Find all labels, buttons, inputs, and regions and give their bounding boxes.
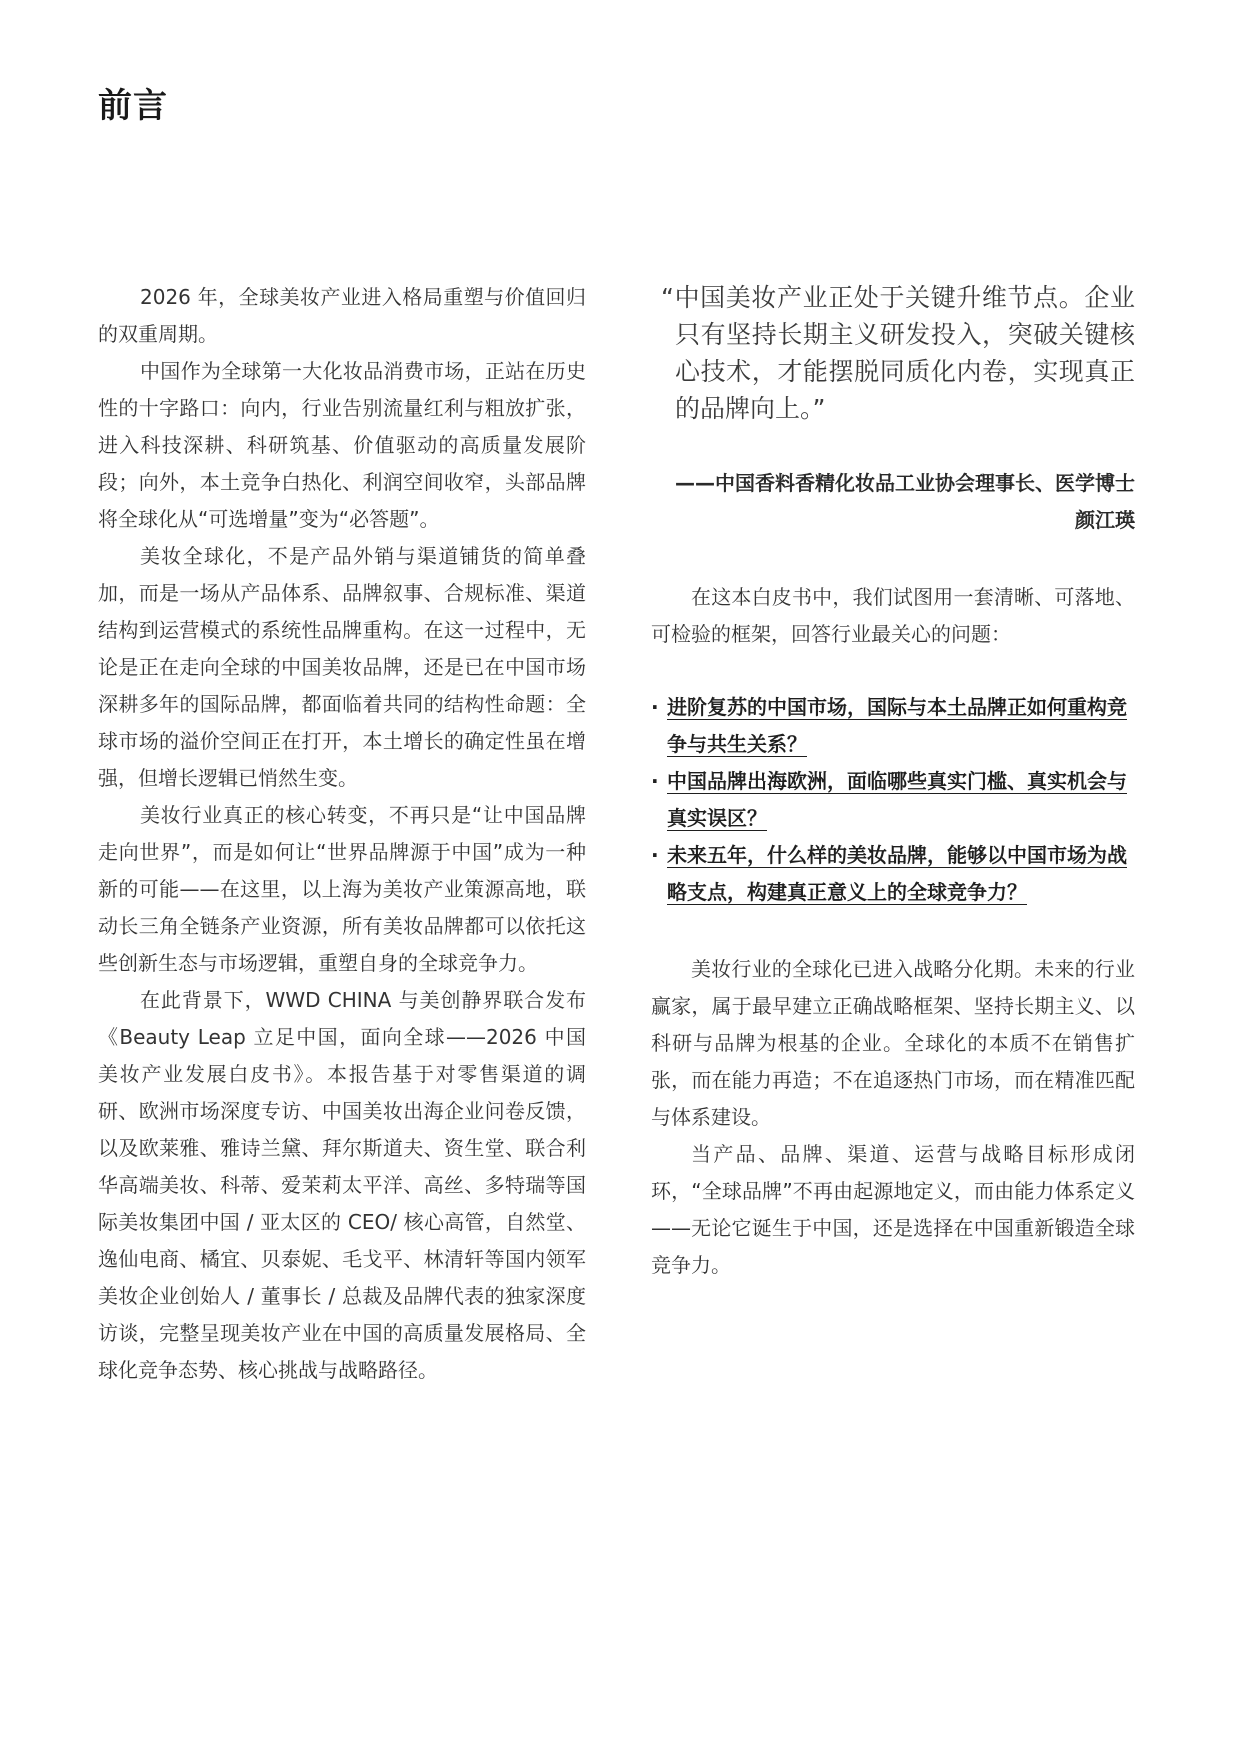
closing-section	[651, 951, 1135, 1284]
body-paragraph: 在此背景下，WWD CHINA 与美创静界联合发布《Beauty Leap 立足中国，面向全球——2026 中国美妆产业发展白皮书》。本报告基于对零售渠道的调研、欧洲市场深度专访、中国美妆出海企业问卷反馈，以及欧莱雅、雅诗兰黛、拜尔斯道夫、资生堂、联合利华高端美妆、科蒂、爱茉莉太平洋、高丝、多特瑞等国际美妆集团中国 / 亚太区的 CEO/ 核心高管，自然堂、逸仙电商、橘宜、贝泰妮、毛戈平、林清轩等国内领军美妆企业创始人 / 董事长 / 总裁及品牌代表的独家深度访谈，完整呈现美妆产业在中国的高质量发展格局、全球化竞争态势、核心挑战与战略路径。	[98, 988, 586, 1382]
page-title: 前言	[98, 86, 168, 126]
question-text: 中国品牌出海欧洲，面临哪些真实门槛、真实机会与真实误区？	[667, 769, 1127, 830]
body-paragraph: 美妆全球化，不是产品外销与渠道铺货的简单叠加，而是一场从产品体系、品牌叙事、合规标准、渠道结构到运营模式的系统性品牌重构。在这一过程中，无论是正在走向全球的中国美妆品牌，还是已在中国市场深耕多年的国际品牌，都面临着共同的结构性命题：全球市场的溢价空间正在打开，本土增长的确定性虽在增强，但增长逻辑已悄然生变。	[98, 544, 586, 790]
left-column	[98, 279, 586, 1389]
intro-paragraph: 在这本白皮书中，我们试图用一套清晰、可落地、可检验的框架，回答行业最关心的问题：	[651, 585, 1135, 646]
list-item	[651, 763, 1135, 837]
list-item	[651, 837, 1135, 911]
bullet-icon: ·	[651, 769, 659, 793]
body-paragraph: 美妆行业真正的核心转变，不再只是“让中国品牌走向世界”，而是如何让“世界品牌源于中国”成为一种新的可能——在这里，以上海为美妆产业策源高地，联动长三角全链条产业资源，所有美妆品牌都可以依托这些创新生态与市场逻辑，重塑自身的全球竞争力。	[98, 803, 586, 975]
list-item	[651, 689, 1135, 763]
question-text: 未来五年，什么样的美妆品牌，能够以中国市场为战略支点，构建真正意义上的全球竞争力？	[667, 843, 1127, 904]
body-paragraph: 当产品、品牌、渠道、运营与战略目标形成闭环，“全球品牌”不再由起源地定义，而由能力体系定义——无论它诞生于中国，还是选择在中国重新锻造全球竞争力。	[651, 1142, 1135, 1277]
bullet-icon: ·	[651, 695, 659, 719]
bullet-icon: ·	[651, 843, 659, 867]
question-list	[651, 689, 1135, 911]
question-text: 进阶复苏的中国市场，国际与本土品牌正如何重构竞争与共生关系？	[667, 695, 1127, 756]
attribution-title: ——中国香料香精化妆品工业协会理事长、医学博士	[675, 471, 1135, 495]
body-paragraph: 美妆行业的全球化已进入战略分化期。未来的行业赢家，属于最早建立正确战略框架、坚持长期主义、以科研与品牌为根基的企业。全球化的本质不在销售扩张，而在能力再造；不在追逐热门市场，而在精准匹配与体系建设。	[651, 957, 1135, 1129]
body-paragraph: 2026 年，全球美妆产业进入格局重塑与价值回归的双重周期。	[98, 285, 586, 346]
pull-quote: “中国美妆产业正处于关键升维节点。企业只有坚持长期主义研发投入，突破关键核心技术，才能摆脱同质化内卷，实现真正的品牌向上。”	[661, 283, 1135, 423]
body-paragraph: 中国作为全球第一大化妆品消费市场，正站在历史性的十字路口：向内，行业告别流量红利与粗放扩张，进入科技深耕、科研筑基、价值驱动的高质量发展阶段；向外，本土竞争白热化、利润空间收窄，头部品牌将全球化从“可选增量”变为“必答题”。	[98, 359, 586, 531]
attribution-name: 颜江瑛	[1075, 508, 1135, 532]
quote-attribution	[651, 465, 1135, 539]
right-column	[651, 279, 1135, 1284]
